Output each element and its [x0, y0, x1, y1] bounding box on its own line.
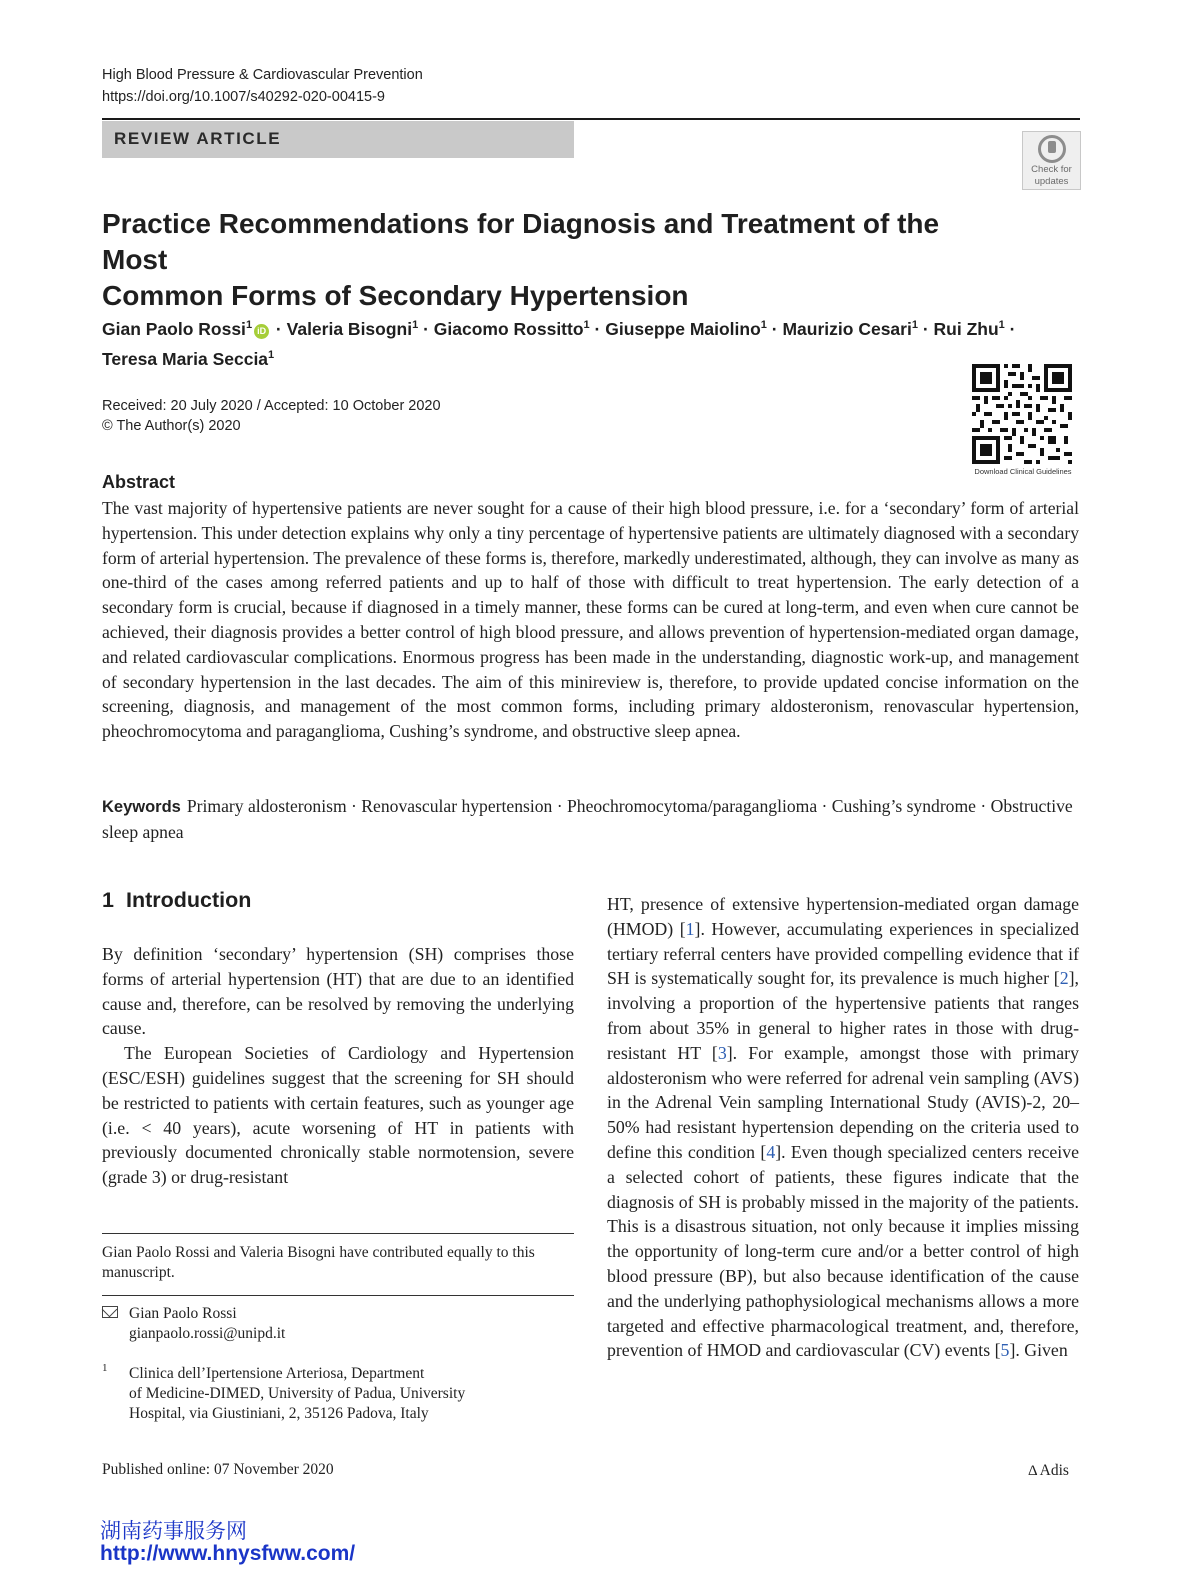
body-text: ]. For example, amongst those with primary aldosteronism who were referred for adrenal vein sampling (AVS) in the Adrenal Vein sampling International Study (AVIS)-2, 20–50% had resistant hypertension depending on the criteria used to define this condition [	[607, 1042, 1079, 1162]
author-separator: ·	[271, 318, 287, 339]
affiliation	[129, 1364, 549, 1424]
author-affiliation: 1	[911, 319, 918, 331]
citation-link[interactable]: 1	[685, 918, 695, 939]
contribution-note: Gian Paolo Rossi and Valeria Bisogni have contributed equally to this manuscript.	[102, 1244, 535, 1281]
author-separator: ·	[418, 318, 434, 339]
author-affiliation: 1	[998, 319, 1005, 331]
body-column-right	[607, 892, 1079, 1363]
author-name[interactable]: Maurizio Cesari	[782, 318, 912, 339]
footnote-divider	[102, 1233, 574, 1234]
author-name[interactable]: Gian Paolo Rossi	[102, 318, 246, 339]
orcid-icon[interactable]: iD	[254, 324, 269, 339]
abstract-heading: Abstract	[102, 472, 176, 492]
received-accepted: Received: 20 July 2020 / Accepted: 10 October 2020	[102, 398, 441, 414]
author-separator: ·	[1004, 318, 1016, 339]
corresponding-name: Gian Paolo Rossi	[129, 1305, 237, 1322]
journal-header	[102, 64, 423, 108]
citation-link[interactable]: 5	[1000, 1340, 1010, 1361]
author-name[interactable]: Giacomo Rossitto	[433, 318, 584, 339]
header-rule	[102, 118, 1080, 120]
article-dates	[102, 396, 441, 436]
check-for-updates-label-1: Check for	[1031, 164, 1072, 175]
qr-caption: Download Clinical Guidelines	[974, 467, 1072, 476]
published-online: Published online: 07 November 2020	[102, 1461, 334, 1478]
body-text: ]. Even though specialized centers receive a selected cohort of patients, these figures indicate that the diagnosis of SH is probably missed in the majority of the patients. This is a disastrous situation, not only because it implies missing the opportunity of long-term cure and/or a better control of high blood pressure (BP), but also because identification of the cause and the underlying pathophysiological mechanisms allows a more targeted and effective pharmacological treatment, and, therefore, prevention of HMOD and cardiovascular (CV) events [	[607, 1141, 1079, 1361]
author-affiliation: 1	[268, 348, 275, 361]
citation-link[interactable]: 2	[1059, 968, 1069, 989]
author-affiliation: 1	[245, 319, 253, 331]
author-name[interactable]: Rui Zhu	[933, 318, 999, 339]
body-text: ], involving a proportion of the hypertensive patients that ranges from about 35% in general to higher rates in those with drug-resistant HT [	[607, 968, 1079, 1063]
body-text: ]. However, accumulating experiences in specialized tertiary referral centers have provided compelling evidence that if SH is systematically sought for, its prevalence is much higher [	[607, 918, 1079, 989]
watermark-chinese: 湖南药事服务网	[100, 1519, 247, 1543]
title-line-2: Common Forms of Secondary Hypertension	[102, 280, 689, 311]
body-text: HT, presence of extensive hypertension-mediated organ damage (HMOD) [	[607, 894, 1079, 939]
author-name[interactable]: Teresa Maria Seccia	[102, 348, 269, 369]
author-name[interactable]: Giuseppe Maiolino	[605, 318, 761, 339]
author-list	[102, 312, 1062, 372]
check-for-updates-label-2: updates	[1034, 176, 1069, 187]
author-affiliation: 1	[760, 319, 767, 331]
author-affiliation: 1	[583, 319, 590, 331]
affiliation-line: Clinica dell’Ipertensione Arteriosa, Department	[129, 1365, 425, 1382]
corresponding-author	[129, 1304, 285, 1344]
check-for-updates-badge[interactable]	[1022, 131, 1081, 190]
body-text: ]. Given	[1009, 1340, 1068, 1361]
author-affiliation: 1	[412, 319, 419, 331]
affiliation-line: Hospital, via Giustiniani, 2, 35126 Padova, Italy	[129, 1405, 429, 1422]
envelope-icon	[102, 1306, 118, 1318]
citation-link[interactable]: 4	[766, 1141, 776, 1162]
author-separator: ·	[766, 318, 783, 339]
keywords-text: Primary aldosteronism · Renovascular hypertension · Pheochromocytoma/paraganglioma · Cushing’s syndrome · Obstructive sleep apnea	[102, 796, 1073, 842]
author-separator: ·	[917, 318, 934, 339]
publisher-name: Adis	[1039, 1462, 1069, 1479]
section-title: Introduction	[125, 888, 252, 912]
doi-link[interactable]: https://doi.org/10.1007/s40292-020-00415-9	[102, 89, 385, 105]
qr-code[interactable]	[972, 364, 1072, 464]
section-label-band	[102, 121, 574, 158]
check-for-updates-icon	[1038, 135, 1066, 163]
section-number: 1	[102, 888, 114, 912]
article-title	[102, 206, 1002, 314]
adis-logo-icon: Δ	[1028, 1463, 1038, 1479]
copyright: © The Author(s) 2020	[102, 418, 241, 434]
section-heading-introduction	[102, 888, 251, 913]
keywords-label: Keywords	[102, 798, 181, 816]
watermark-url[interactable]: http://www.hnysfww.com/	[100, 1542, 356, 1565]
body-column-left	[102, 942, 574, 1190]
body-paragraph: By definition ‘secondary’ hypertension (SH) comprises those forms of arterial hypertension (HT) that are due to an identified cause and, therefore, can be resolved by removing the underlying cause.	[102, 944, 574, 1039]
footnote-divider	[102, 1295, 574, 1296]
abstract-text: The vast majority of hypertensive patients are never sought for a cause of their high blood pressure, i.e. for a ‘secondary’ form of arterial hypertension. This under detection explains why only a tiny percentage of hypertensive patients are ultimately diagnosed with a secondary form of arterial hypertension. The prevalence of these forms is, therefore, markedly underestimated, although, they can involve as many as one-third of the cases among referred patients and up to half of those with difficult to treat hypertension. The early detection of a secondary form is crucial, because if diagnosed in a timely manner, these forms can be cured at long-term, and even when cure cannot be achieved, their diagnosis provides a better control of high blood pressure, and allows prevention of hypertension-mediated organ damage, and related cardiovascular complications. Enormous progress has been made in the understanding, diagnostic work-up, and management of secondary hypertension in the last decades. The aim of this minireview is, therefore, to provide updated concise information on the screening, diagnosis, and management of the most common forms, including primary aldosteronism, renovascular hypertension, pheochromocytoma and paraganglioma, Cushing’s syndrome, and obstructive sleep apnea.	[102, 498, 1079, 742]
author-separator: ·	[589, 318, 606, 339]
affiliation-line: of Medicine-DIMED, University of Padua, University	[129, 1385, 466, 1402]
author-name[interactable]: Valeria Bisogni	[286, 318, 413, 339]
citation-link[interactable]: 3	[717, 1042, 727, 1063]
keywords	[102, 794, 1079, 845]
affiliation-number: 1	[102, 1362, 108, 1374]
title-line-1: Practice Recommendations for Diagnosis and Treatment of the Most	[102, 208, 940, 275]
publisher-mark	[1028, 1462, 1069, 1480]
body-paragraph	[607, 892, 1079, 1363]
corresponding-email[interactable]: gianpaolo.rossi@unipd.it	[129, 1325, 286, 1342]
body-paragraph: The European Societies of Cardiology and Hypertension (ESC/ESH) guidelines suggest that the screening for SH should be restricted to patients with certain features, such as younger age (i.e. < 40 years), acute worsening of HT in patients with previously documented chronically stable normotension, severe (grade 3) or drug-resistant	[102, 1043, 574, 1188]
journal-name: High Blood Pressure & Cardiovascular Prevention	[102, 67, 423, 83]
section-label: REVIEW ARTICLE	[114, 129, 282, 148]
